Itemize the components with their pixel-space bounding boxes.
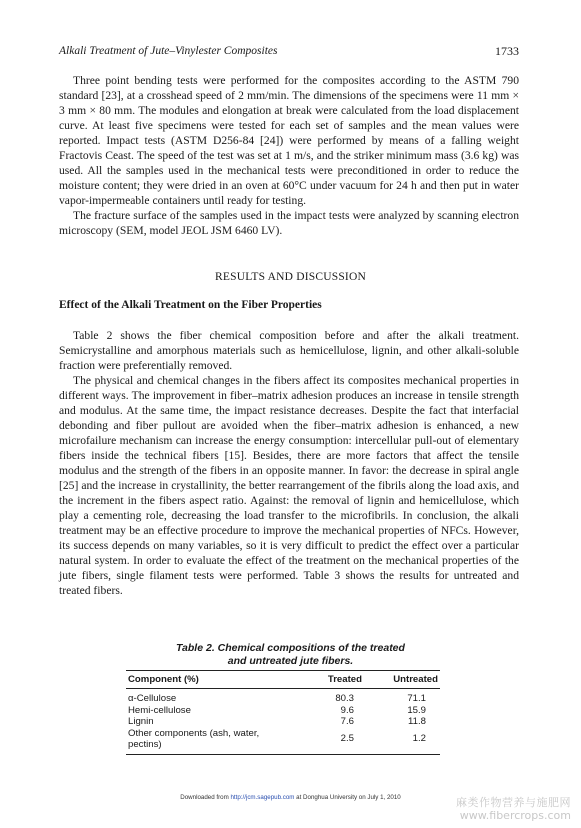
composition-table (126, 670, 440, 755)
table-cell-untreated: 1.2 (364, 728, 440, 755)
table-caption-line1: Table 2. Chemical compositions of the treated (176, 642, 405, 654)
watermark-url: www.fibercrops.com (459, 809, 571, 822)
footer-prefix: Downloaded from (180, 794, 231, 801)
column-header-component: Component (%) (126, 671, 290, 689)
paragraph-bending-tests: Three point bending tests were performed for the composites according to the ASTM 790 standard [23], at a crosshead speed of 2 mm/min. The dimensions of the specimens were 11 mm × 3 mm × 80 mm. The modules and elongation at break were calculated from the load displacement curve. At least five specimens were tested for each set of samples and the mean values were reported. Impact tests (ASTM D256-84 [24]) were performed by means of a falling weight Fractovis Ceast. The speed of the test was set at 1 m/s, and the striker minimum mass (3.6 kg) was used. All the samples used in the mechanical tests were preconditioned in order to reduce the moisture content; they were dried in an oven at 60°C under vacuum for 24 h and then put in water vapor-impermeable containers until ready for testing. (59, 74, 519, 207)
table-row (126, 716, 440, 728)
column-header-untreated: Untreated (364, 671, 440, 689)
page-number: 1733 (495, 44, 519, 58)
watermark-chinese: 麻类作物营养与施肥网 (456, 796, 571, 809)
results-text (59, 328, 519, 598)
table-caption (0, 642, 581, 668)
table-row (126, 705, 440, 717)
section-heading: RESULTS AND DISCUSSION (215, 271, 366, 283)
running-title: Alkali Treatment of Jute–Vinylester Composites (59, 45, 278, 57)
table-cell-untreated: 11.8 (408, 716, 426, 727)
paragraph-physical-chemical: The physical and chemical changes in the fibers affect its composites mechanical properties in different ways. The improvement in fiber–matrix adhesion produces an increase in tensile strength and modulus. At the same time, the impact resistance decreases. Despite the fact that interfacial debonding and fiber pullout are avoided when the fiber–matrix adhesion is enhanced, a new microfailure mechanism can increase the energy consumption: intercellular pull-out of elementary fibers inside the technical fibers [15]. Besides, there are more factors that affect the tensile modulus and the strength of the fibers in an opposite manner. In favor: the decrease in spiral angle [25] and the increase in crystallinity, the better rearrangement of the fibrils along the load axis, and the increment in the fibers aspect ratio. Against: the removal of lignin and hemicellulose, which play a cementing role, decreasing the load transfer to the microfibrils. In conclusion, the alkali treatment may be an effective procedure to improve the mechanical properties of NFCs. However, its success depends on many variables, so it is very difficult to predict the effect over a particular natural system. In order to evaluate the effect of the treatment on the mechanical properties of the jute fibers, single filament tests were performed. Table 3 shows the results for untreated and treated fibers. (59, 374, 519, 597)
table-cell-component: Lignin (128, 716, 154, 727)
table-cell-component: Hemi-cellulose (128, 704, 191, 716)
paragraph-sem: The fracture surface of the samples used in the impact tests were analyzed by scanning electron microscopy (SEM, model JEOL JSM 6460 LV). (59, 209, 519, 237)
table-cell-untreated: 71.1 (407, 693, 426, 704)
watermark (456, 796, 571, 822)
table-cell-untreated: 15.9 (407, 704, 426, 716)
methods-text (59, 73, 519, 238)
footer-link[interactable]: http://jcm.sagepub.com (230, 794, 295, 801)
table-cell-treated: 80.3 (335, 693, 354, 704)
column-header-treated: Treated (290, 671, 364, 689)
table-cell-component: Other components (ash, water, pectins) (126, 728, 290, 755)
table-row (126, 689, 440, 705)
subsection-heading: Effect of the Alkali Treatment on the Fiber Properties (59, 299, 322, 311)
table-caption-line2: and untreated jute fibers. (227, 655, 354, 667)
paragraph-table2-intro: Table 2 shows the fiber chemical composition before and after the alkali treatment. Semicrystalline and amorphous materials such as hemicellulose, lignin, and other alkali-soluble fraction were preferentially removed. (59, 329, 519, 372)
table-row (126, 728, 440, 755)
table-cell-treated: 7.6 (340, 716, 354, 727)
footer-suffix: at Donghua University on July 1, 2010 (294, 794, 401, 801)
table-header-row (126, 671, 440, 689)
table-cell-treated: 9.6 (340, 704, 354, 716)
table-cell-component: α-Cellulose (128, 693, 177, 704)
table-cell-treated: 2.5 (290, 728, 364, 755)
